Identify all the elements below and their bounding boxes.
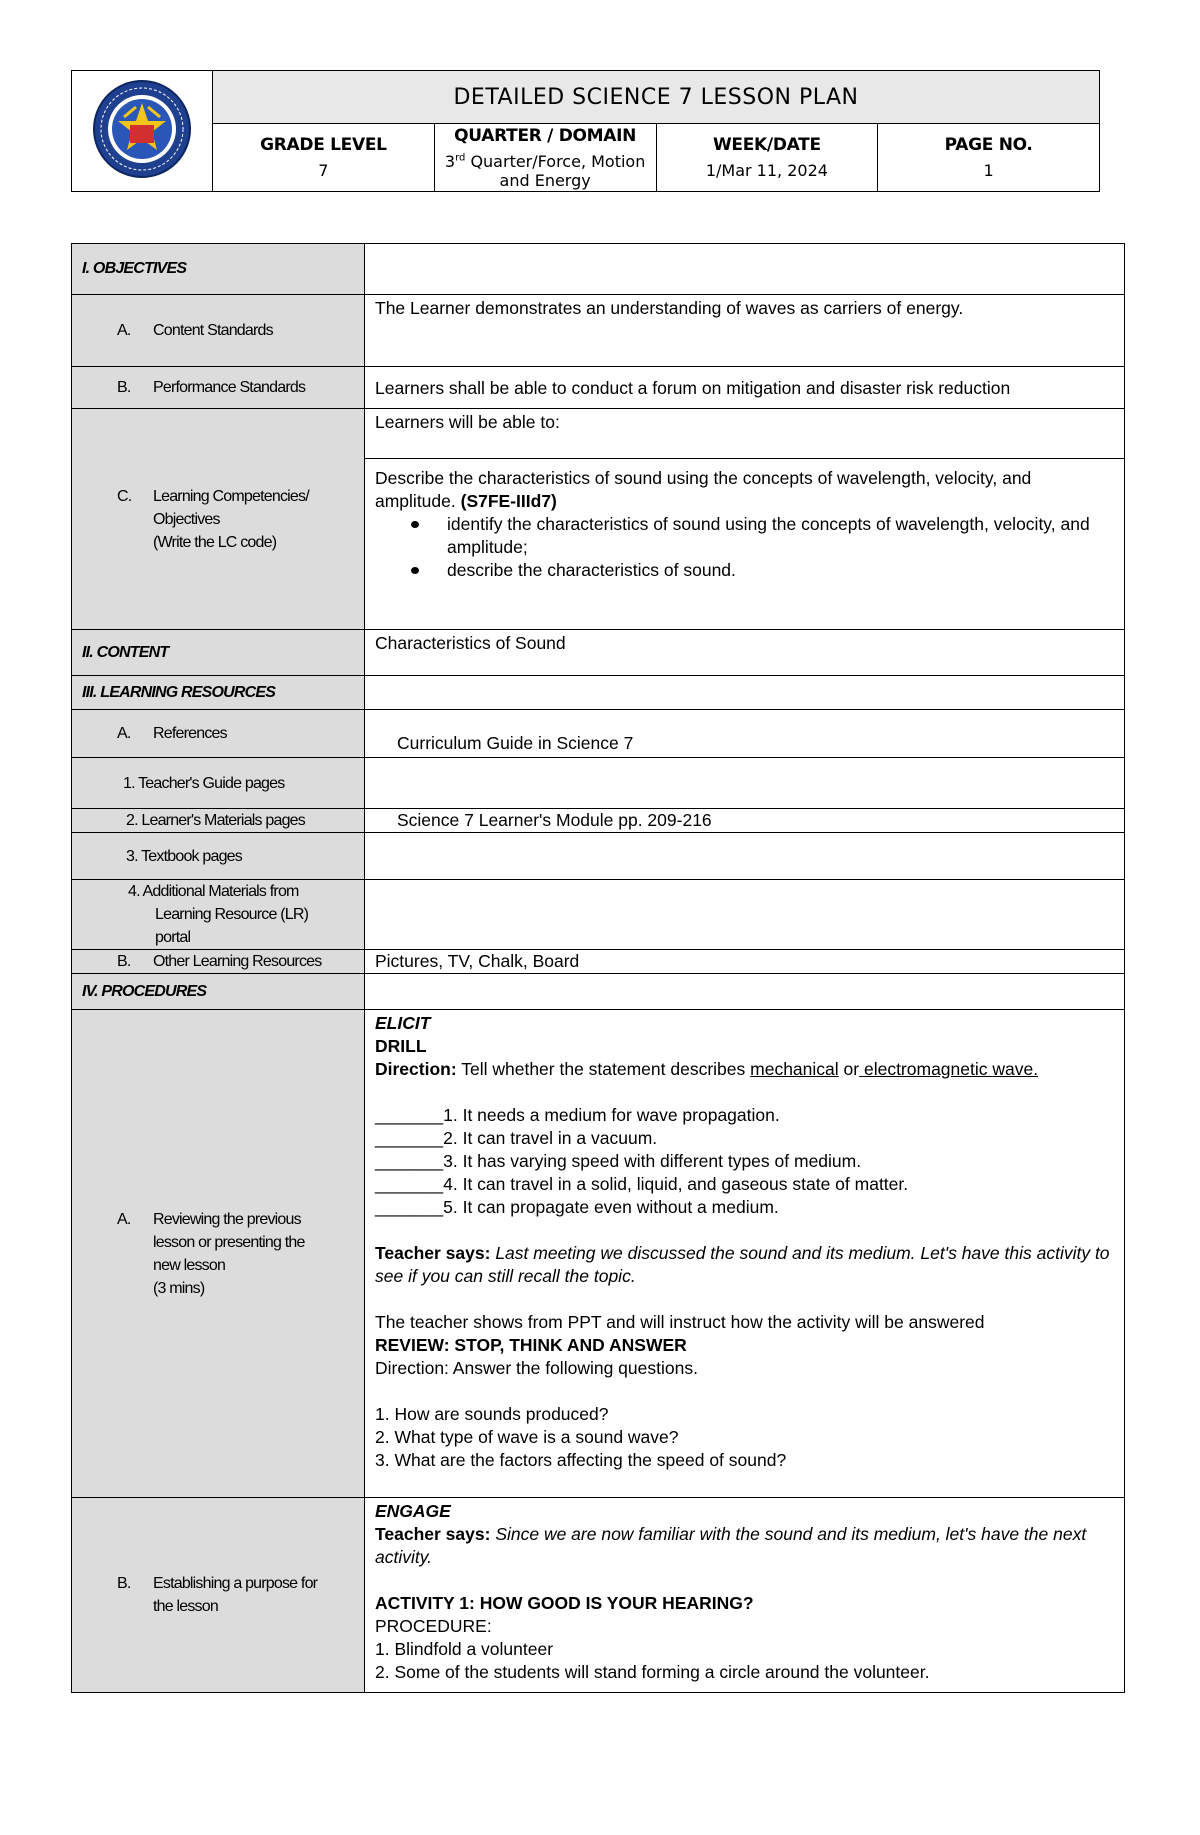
additional-materials-text xyxy=(365,880,1125,950)
drill-item: _______3. It has varying speed with different types of medium. xyxy=(375,1151,862,1171)
review-title: REVIEW: STOP, THINK AND ANSWER xyxy=(375,1335,687,1355)
deped-seal-icon xyxy=(86,77,198,181)
resources-heading-cell xyxy=(72,676,365,710)
drill-item: _______2. It can travel in a vacuum. xyxy=(375,1128,658,1148)
drill-item: _______1. It needs a medium for wave propagation. xyxy=(375,1105,780,1125)
activity-title: ACTIVITY 1: HOW GOOD IS YOUR HEARING? xyxy=(375,1593,754,1613)
establishing-purpose-label-cell: B. Establishing a purpose for the lesson xyxy=(72,1498,365,1693)
references-label-cell: A. References xyxy=(72,710,365,758)
performance-standards-label-cell: B. Performance Standards xyxy=(72,367,365,409)
elicit-heading: ELICIT xyxy=(375,1013,431,1033)
learners-materials-cell xyxy=(365,809,1125,833)
competency-bullet: identify the characteristics of sound using the concepts of wavelength, velocity, and amplitude; xyxy=(375,513,1114,559)
competencies-label: Learning Competencies/ Objectives (Write the LC code) xyxy=(153,487,309,551)
other-resources-label-cell: B. Other Learning Resources xyxy=(72,950,365,974)
page-no-label: PAGE NO. xyxy=(944,135,1033,155)
content-text: Characteristics of Sound xyxy=(365,630,1125,676)
competencies-label-cell: C. Learning Competencies/ Objectives (Write the LC code) xyxy=(72,409,365,630)
page-no-value: 1 xyxy=(983,161,994,180)
objectives-heading-cell xyxy=(72,244,365,295)
content-heading-cell xyxy=(72,630,365,676)
learners-materials-text: Science 7 Learner's Module pp. 209-216 xyxy=(397,810,712,830)
procedure-step: 1. Blindfold a volunteer xyxy=(375,1639,554,1659)
references-text: Curriculum Guide in Science 7 xyxy=(397,733,634,753)
references-cell xyxy=(365,710,1125,758)
grade-level-value: 7 xyxy=(318,161,329,180)
reviewing-label: Reviewing the previous lesson or presenting the new lesson (3 mins) xyxy=(153,1210,305,1297)
content-standards-label: Content Standards xyxy=(153,322,273,339)
lesson-plan-title: DETAILED SCIENCE 7 LESSON PLAN xyxy=(213,71,1100,124)
review-question: 1. How are sounds produced? xyxy=(375,1404,609,1424)
additional-materials-label: 4. Additional Materials from Learning Resource (LR) portal xyxy=(128,883,309,946)
procedure-label: PROCEDURE: xyxy=(375,1616,492,1636)
textbook-text xyxy=(365,833,1125,880)
review-direction: Direction: Answer the following questions. xyxy=(375,1358,698,1378)
quarter-domain-value: 3rd Quarter/Force, Motion and Energy xyxy=(444,151,646,190)
content-standards-label-cell: A. Content Standards xyxy=(72,295,365,367)
drill-heading: DRILL xyxy=(375,1036,427,1056)
engage-heading: ENGAGE xyxy=(375,1501,451,1521)
review-question: 2. What type of wave is a sound wave? xyxy=(375,1427,679,1447)
week-date-label: WEEK/DATE xyxy=(712,135,821,155)
header-table xyxy=(71,70,1100,192)
establishing-purpose-label: Establishing a purpose for the lesson xyxy=(153,1575,318,1615)
content-standards-text: The Learner demonstrates an understanding of waves as carriers of energy. xyxy=(365,295,1125,367)
content-heading: II. CONTENT xyxy=(82,643,169,661)
learners-materials-label: 2. Learner's Materials pages xyxy=(126,812,305,829)
teachers-guide-label: 1. Teacher's Guide pages xyxy=(123,774,285,792)
procedures-value-cell xyxy=(365,974,1125,1010)
textbook-label: 3. Textbook pages xyxy=(126,847,242,865)
resources-heading: III. LEARNING RESOURCES xyxy=(82,683,276,701)
establishing-purpose-cell xyxy=(365,1498,1125,1693)
deped-seal-cell xyxy=(72,71,213,192)
lc-code: (S7FE-IIId7) xyxy=(460,491,557,511)
review-question: 3. What are the factors affecting the speed of sound? xyxy=(375,1450,787,1470)
week-date-value: 1/Mar 11, 2024 xyxy=(705,161,828,180)
objectives-heading: I. OBJECTIVES xyxy=(82,260,187,277)
competency-bullet: describe the characteristics of sound. xyxy=(375,559,1114,582)
competencies-intro: Learners will be able to: xyxy=(375,412,560,432)
other-resources-text: Pictures, TV, Chalk, Board xyxy=(365,950,1125,974)
procedures-heading-cell xyxy=(72,974,365,1010)
textbook-label-cell xyxy=(72,833,365,880)
learners-materials-label-cell xyxy=(72,809,365,833)
grade-level-cell xyxy=(213,124,435,192)
performance-standards-label: Performance Standards xyxy=(153,379,306,396)
grade-level-label: GRADE LEVEL xyxy=(260,135,387,155)
procedures-heading: IV. PROCEDURES xyxy=(82,982,207,1000)
lesson-plan-table xyxy=(71,243,1125,1693)
quarter-domain-cell xyxy=(434,124,656,192)
reviewing-label-cell: A. Reviewing the previous lesson or presenting the new lesson (3 mins) xyxy=(72,1010,365,1498)
other-resources-label: Other Learning Resources xyxy=(153,953,322,970)
resources-value-cell xyxy=(365,676,1125,710)
week-date-cell xyxy=(656,124,878,192)
drill-direction: Direction: Tell whether the statement describes mechanical or electromagnetic wave. xyxy=(375,1059,1039,1079)
competencies-description: Describe the characteristics of sound using the concepts of wavelength, velocity, and amplitude. (S7FE-IIId7) identify the characteristics of sound using the concepts of wavelength, velocity, and amplitude; describe the characteristics of sound. xyxy=(365,458,1124,582)
ppt-instruction: The teacher shows from PPT and will instruct how the activity will be answered xyxy=(375,1312,985,1332)
drill-item: _______4. It can travel in a solid, liquid, and gaseous state of matter. xyxy=(375,1174,909,1194)
teachers-guide-label-cell xyxy=(72,758,365,809)
objectives-value-cell xyxy=(365,244,1125,295)
teacher-says-engage: Teacher says: Since we are now familiar with the sound and its medium, let's have the next activity. xyxy=(375,1524,1087,1567)
teacher-says-elicit: Teacher says: Last meeting we discussed the sound and its medium. Let's have this activity to see if you can still recall the topic. xyxy=(375,1243,1110,1286)
references-label: References xyxy=(153,725,227,742)
page-no-cell xyxy=(878,124,1100,192)
quarter-domain-label: QUARTER / DOMAIN xyxy=(454,125,637,146)
drill-item: _______5. It can propagate even without a medium. xyxy=(375,1197,779,1217)
reviewing-cell xyxy=(365,1010,1125,1498)
procedure-step: 2. Some of the students will stand forming a circle around the volunteer. xyxy=(375,1662,930,1682)
competencies-cell xyxy=(365,409,1125,630)
performance-standards-text: Learners shall be able to conduct a forum on mitigation and disaster risk reduction xyxy=(365,367,1125,409)
teachers-guide-text xyxy=(365,758,1125,809)
additional-materials-label-cell xyxy=(72,880,365,950)
